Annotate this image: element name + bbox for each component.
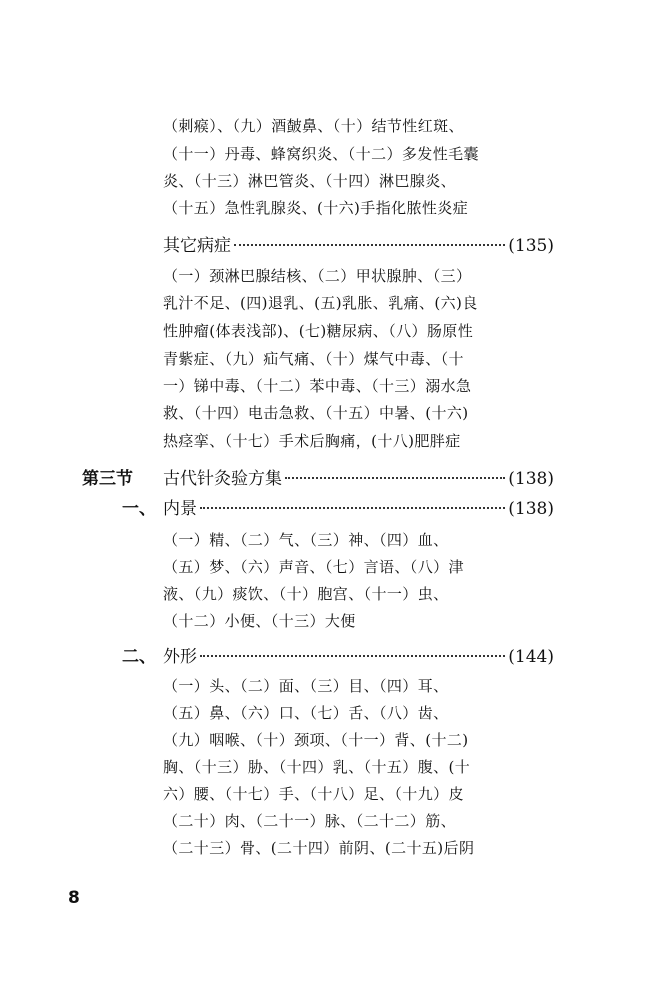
toc-entry-section3 xyxy=(163,468,554,490)
page-number: 8 xyxy=(68,888,80,908)
text-line: 乳汁不足、(四)退乳、(五)乳胀、乳痛、(六)良 xyxy=(163,294,478,312)
text-line: （五）梦、（六）声音、（七）言语、（八）津 xyxy=(163,558,464,576)
text-line: 六）腰、（十七）手、（十八）足、（十九）皮 xyxy=(163,785,464,803)
toc-entry-inner-scene xyxy=(163,498,554,520)
text-line: 救、（十四）电击急救、（十五）中暑、(十六) xyxy=(163,404,469,422)
toc-title: 其它病症 xyxy=(163,236,231,256)
text-line: 液、（九）痰饮、（十）胞宫、（十一）虫、 xyxy=(163,585,449,603)
text-line: 青紫症、（九）疝气痛、（十）煤气中毒、（十 xyxy=(163,350,464,368)
toc-entry-outer-form xyxy=(163,646,554,668)
text-line: （刺瘊）、（九）酒皶鼻、（十）结节性红斑、 xyxy=(163,117,464,135)
text-line: （一）精、（二）气、（三）神、（四）血、 xyxy=(163,531,449,549)
toc-page: (138) xyxy=(508,499,554,519)
text-line: （二十三）骨、(二十四）前阴、(二十五)后阴 xyxy=(163,839,475,857)
text-line: （一）颈淋巴腺结核、（二）甲状腺肿、（三） xyxy=(163,267,472,285)
toc-entry-other-diseases xyxy=(163,235,554,257)
text-line: 胸、（十三）胁、（十四）乳、（十五）腹、(十 xyxy=(163,758,471,776)
toc-page: (135) xyxy=(508,236,554,256)
toc-page: (144) xyxy=(508,647,554,667)
dot-leader xyxy=(200,655,505,657)
text-line: 热痉挛、（十七）手术后胸痛，(十八)肥胖症 xyxy=(163,432,461,450)
subsection-label: 二、 xyxy=(122,647,156,667)
text-line: （十一）丹毒、蜂窝织炎、（十二）多发性毛囊 xyxy=(163,145,479,163)
text-line: 性肿瘤(体表浅部)、(七)糖尿病、（八）肠原性 xyxy=(163,322,474,340)
toc-title: 古代针灸验方集 xyxy=(163,469,282,489)
dot-leader xyxy=(234,244,505,246)
section-label: 第三节 xyxy=(82,469,133,489)
dot-leader xyxy=(200,507,505,509)
text-line: （十五）急性乳腺炎、(十六)手指化脓性炎症 xyxy=(163,199,469,217)
toc-title: 外形 xyxy=(163,647,197,667)
text-line: （九）咽喉、（十）颈项、（十一）背、(十二) xyxy=(163,731,469,749)
subsection-label: 一、 xyxy=(122,499,156,519)
toc-page: (138) xyxy=(508,469,554,489)
toc-title: 内景 xyxy=(163,499,197,519)
text-line: 炎、（十三）淋巴管炎、（十四）淋巴腺炎、 xyxy=(163,172,457,190)
dot-leader xyxy=(285,477,505,479)
text-line: 一）锑中毒、（十二）苯中毒、（十三）溺水急 xyxy=(163,377,472,395)
text-line: （五）鼻、（六）口、（七）舌、（八）齿、 xyxy=(163,704,449,722)
text-line: （十二）小便、（十三）大便 xyxy=(163,612,356,630)
text-line: （二十）肉、（二十一）脉、（二十二）筋、 xyxy=(163,812,457,830)
text-line: （一）头、（二）面、（三）目、（四）耳、 xyxy=(163,677,449,695)
